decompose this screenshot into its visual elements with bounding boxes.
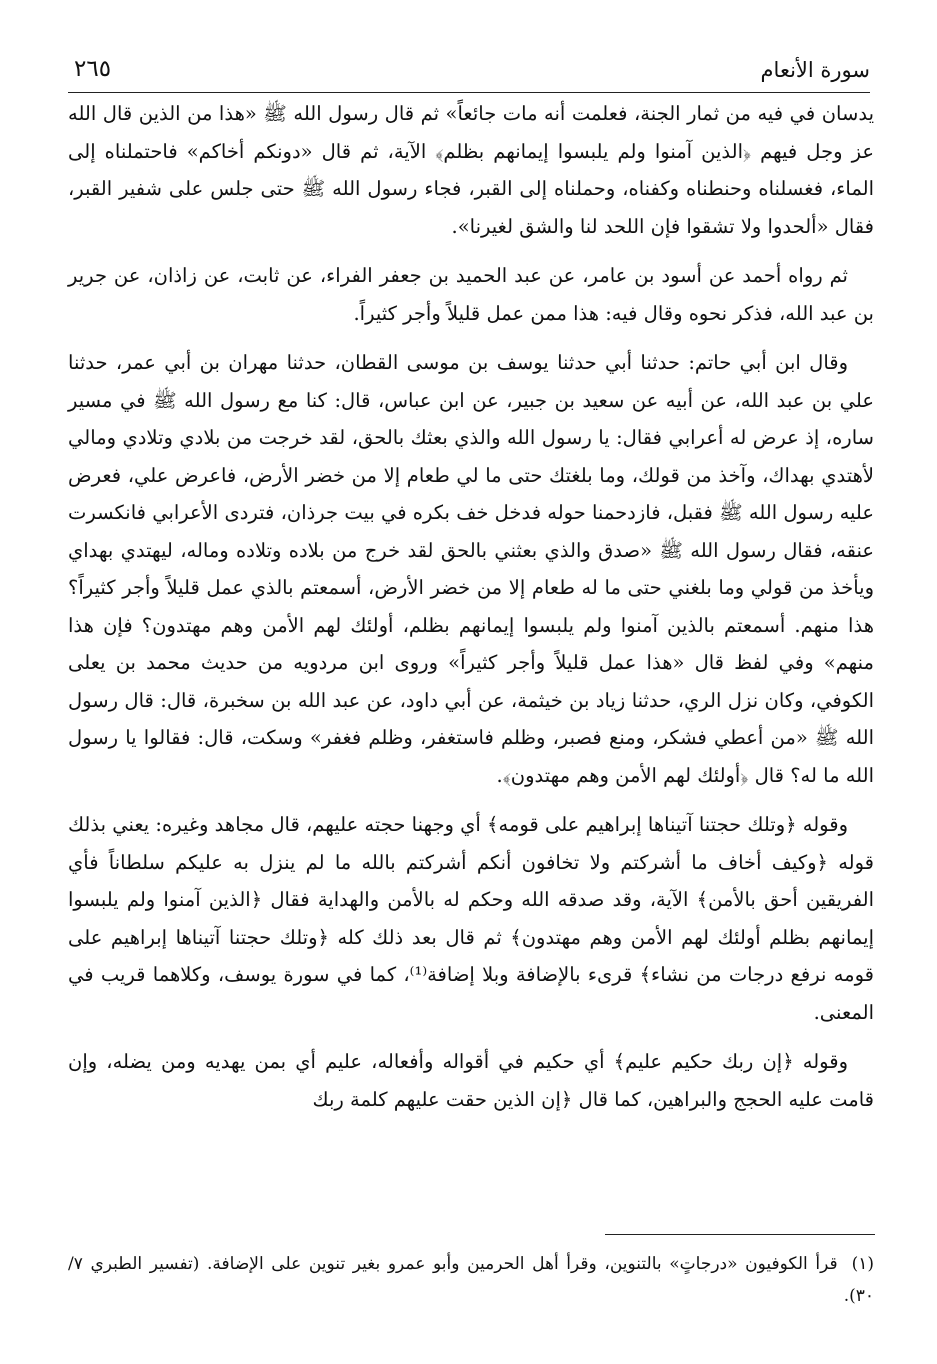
page-body <box>68 95 874 1118</box>
page-number: ٢٦٥ <box>74 56 112 82</box>
paragraph-5: وقوله ﴿إن ربك حكيم عليم﴾ أي حكيم في أقواله وأفعاله، عليم أي بمن يهديه ومن يضله، وإن قامت عليه الحجج والبراهين، كما قال ﴿إن الذين حقت عليهم كلمة ربك <box>68 1050 874 1111</box>
footnote-number: (١) <box>851 1254 874 1274</box>
surah-title: سورة الأنعام <box>760 58 870 82</box>
paragraph-1: يدسان في فيه من ثمار الجنة، فعلمت أنه مات جائعاً» ثم قال رسول الله ﷺ «هذا من الذين قال الله عز وجل فيهم ﴿الذين آمنوا ولم يلبسوا إيمانهم بظلم﴾ الآية، ثم قال «دونكم أخاكم» فاحتملناه إلى الماء، فغسلناه وحنطناه وكفناه، وحملناه إلى القبر، فجاء رسول الله ﷺ حتى جلس على شفير القبر، فقال «ألحدوا ولا تشقوا فإن اللحد لنا والشق لغيرنا». <box>68 102 874 238</box>
paragraph-3: وقال ابن أبي حاتم: حدثنا أبي حدثنا يوسف بن موسى القطان، حدثنا مهران بن أبي عمر، حدثنا علي بن عبد الله، عن أبيه عن سعيد بن جبير، عن ابن عباس، قال: كنا مع رسول الله ﷺ في مسير ساره، إذ عرض له أعرابي فقال: يا رسول الله والذي بعثك بالحق، لقد خرجت من بلادي وتلادي ومالي لأهتدي بهداك، وآخذ من قولك، وما بلغتك حتى ما لي طعام إلا من خضر الأرض، فاعرض علي، فعرض عليه رسول الله ﷺ فقبل، فازدحمنا حوله فدخل خف بكره في بيت جرذان، فتردى الأعرابي فانكسرت عنقه، فقال رسول الله ﷺ «صدق والذي بعثني بالحق لقد خرج من بلاده وتلاده وماله، ليهتدي بهداي ويأخذ من قولي وما بلغني حتى ما له طعام إلا من خضر الأرض، أسمعتم بالذي عمل قليلاً وأجر كثيراً؟ هذا منهم. أسمعتم بالذين آمنوا ولم يلبسوا إيمانهم بظلم، أولئك لهم الأمن وهم مهتدون؟ فإن هذا منهم» وفي لفظ قال «هذا عمل قليلاً وأجر كثيراً» وروى ابن مردويه من حديث محمد بن يعلى الكوفي، وكان نزل الري، حدثنا زياد بن خيثمة، عن أبي داود، عن عبد الله بن سخبرة، قال: قال رسول الله ﷺ «من أعطي فشكر، ومنع فصبر، وظلم فاستغفر، وظلم فغفر» وسكت، قال: فقالوا يا رسول الله ما له؟ قال ﴿أولئك لهم الأمن وهم مهتدون﴾. <box>68 351 874 787</box>
page-header <box>68 52 870 93</box>
footnote-1 <box>68 1248 874 1312</box>
footnotes <box>68 1248 874 1312</box>
footnote-separator <box>605 1234 875 1235</box>
paragraph-4: وقوله ﴿وتلك حجتنا آتيناها إبراهيم على قومه﴾ أي وجهنا حجته عليهم، قال مجاهد وغيره: يعني بذلك قوله ﴿وكيف أخاف ما أشركتم ولا تخافون أنكم أشركتم بالله ما لم ينزل به عليكم سلطاناً فأي الفريقين أحق بالأمن﴾ الآية، وقد صدقه الله وحكم له بالأمن والهداية فقال ﴿الذين آمنوا ولم يلبسوا إيمانهم بظلم أولئك لهم الأمن وهم مهتدون﴾ ثم قال بعد ذلك كله ﴿وتلك حجتنا آتيناها إبراهيم على قومه نرفع درجات من نشاء﴾ قرىء بالإضافة وبلا إضافة⁽¹⁾، كما في سورة يوسف، وكلاهما قريب في المعنى. <box>68 813 874 1024</box>
footnote-text: قرأ الكوفيون «درجاتٍ» بالتنوين، وقرأ أهل الحرمين وأبو عمرو بغير تنوين على الإضافة. (تفسير الطبري ٧/ ٣٠). <box>68 1254 874 1306</box>
paragraph-2: ثم رواه أحمد عن أسود بن عامر، عن عبد الحميد بن جعفر الفراء، عن ثابت، عن زاذان، عن جرير بن عبد الله، فذكر نحوه وقال فيه: هذا ممن عمل قليلاً وأجر كثيراً. <box>68 264 874 325</box>
